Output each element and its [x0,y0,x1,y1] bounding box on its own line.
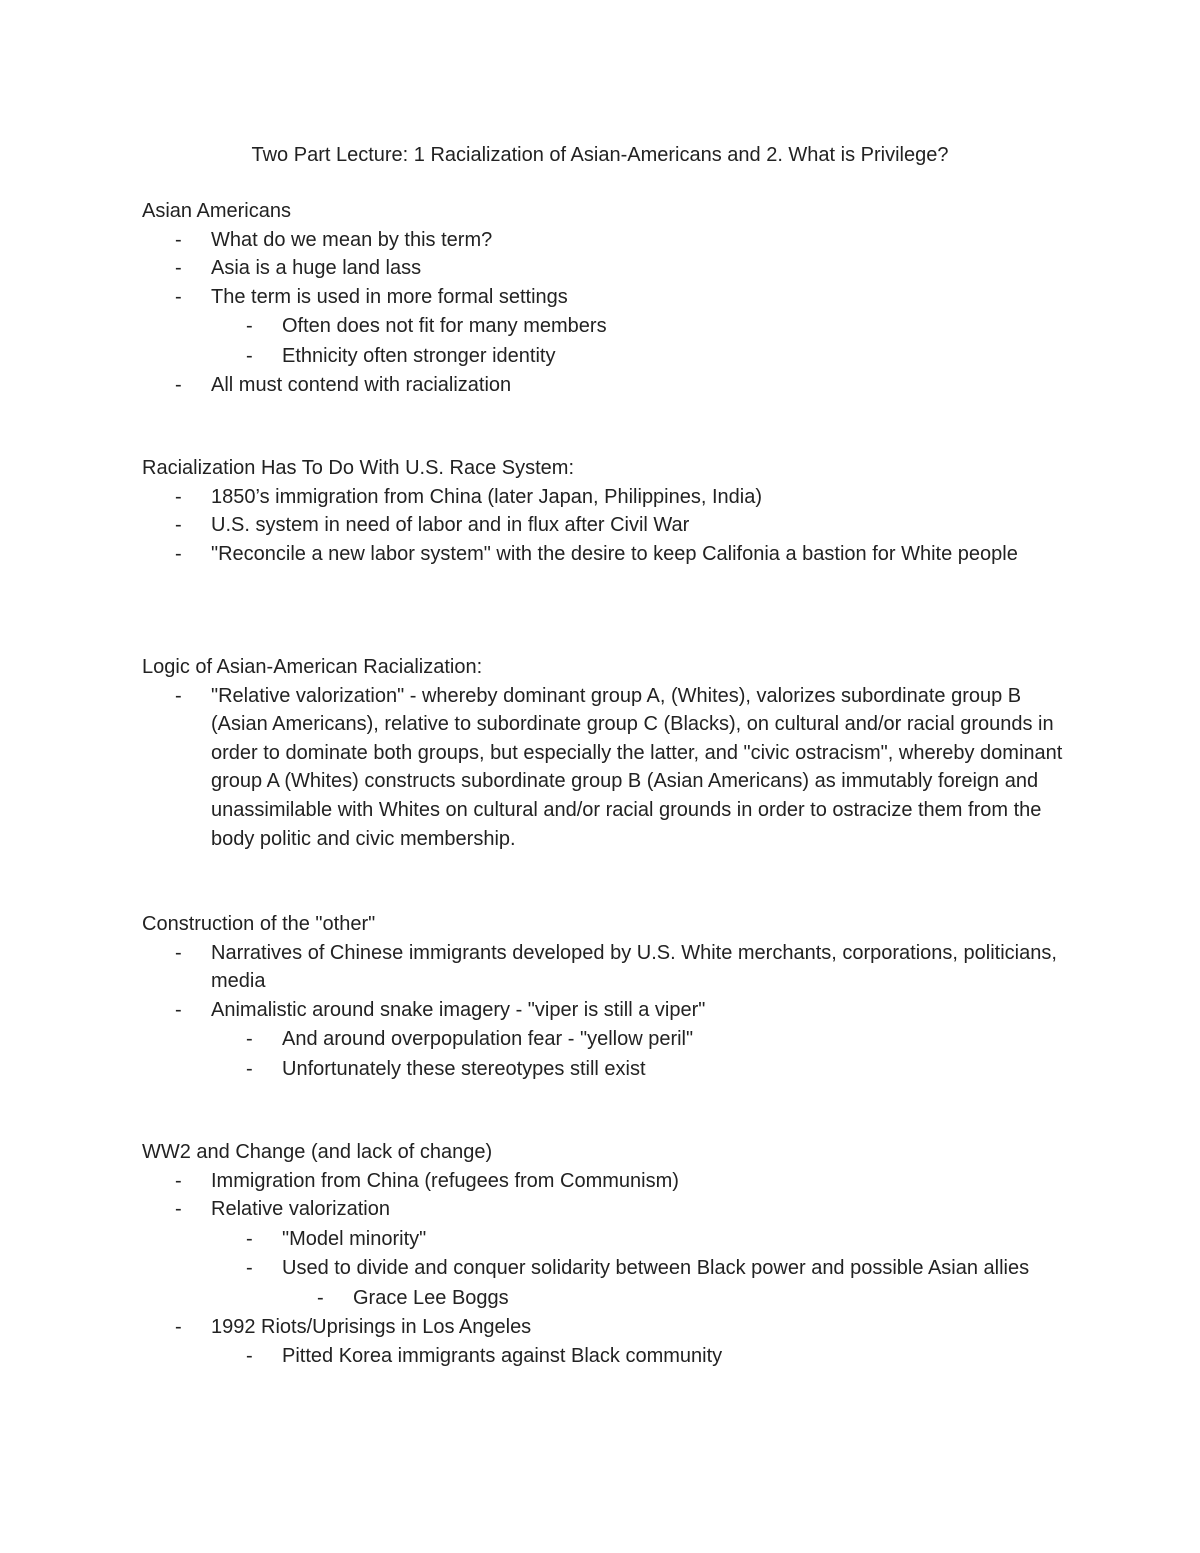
bullet-item [142,1225,1072,1254]
dash-bullet-icon: - [175,514,182,537]
bullet-text: Narratives of Chinese immigrants developed by U.S. White merchants, corporations, politicians, media [211,941,1057,993]
dash-bullet-icon: - [175,228,182,251]
dash-bullet-icon: - [175,684,182,707]
dash-bullet-icon: - [175,485,182,508]
bullet-item [142,1313,1072,1342]
dash-bullet-icon: - [175,542,182,565]
bullet-item [142,682,1072,854]
section-heading: Racialization Has To Do With U.S. Race System: [142,457,575,479]
bullet-item [142,1025,1072,1054]
dash-bullet-icon: - [246,1345,253,1368]
bullet-text: Animalistic around snake imagery - "viper is still a viper" [211,998,706,1021]
page-title: Two Part Lecture: 1 Racialization of Asian-Americans and 2. What is Privilege? [251,144,949,166]
bullet-item [142,1167,1072,1196]
bullet-list [142,682,1072,854]
dash-bullet-icon: - [246,1257,253,1280]
bullet-text: All must contend with racialization [211,373,512,396]
dash-bullet-icon: - [175,1169,182,1192]
bullet-text: 1992 Riots/Uprisings in Los Angeles [211,1315,532,1338]
bullet-text: "Model minority" [282,1227,427,1250]
dash-bullet-icon: - [175,941,182,964]
section-heading: Construction of the "other" [142,913,376,935]
bullet-item [142,511,1072,540]
bullet-text: Grace Lee Boggs [353,1286,509,1309]
bullet-text: And around overpopulation fear - "yellow peril" [282,1028,694,1051]
bullet-item [142,283,1072,312]
bullet-item [142,996,1072,1025]
bullet-item [142,254,1072,283]
section-logic-of-racialization [142,653,1072,853]
dash-bullet-icon: - [317,1286,324,1309]
bullet-item [142,1195,1072,1224]
bullet-text: "Reconcile a new labor system" with the desire to keep Califonia a bastion for White people [211,542,1018,565]
section-construction-of-other [142,910,1072,1084]
dash-bullet-icon: - [246,1028,253,1051]
bullet-item [142,371,1072,400]
bullet-item [142,1254,1072,1283]
bullet-text: Often does not fit for many members [282,315,607,338]
bullet-text: The term is used in more formal settings [211,285,568,308]
bullet-item [142,1342,1072,1371]
bullet-item [142,540,1072,569]
bullet-item [142,1284,1072,1313]
section-heading: WW2 and Change (and lack of change) [142,1141,493,1163]
section-heading: Asian Americans [142,200,291,222]
dash-bullet-icon: - [246,344,253,367]
bullet-list [142,483,1072,569]
bullet-text: Ethnicity often stronger identity [282,344,556,367]
bullet-text: 1850’s immigration from China (later Japan, Philippines, India) [211,485,763,508]
bullet-item [142,1055,1072,1084]
dash-bullet-icon: - [246,1227,253,1250]
section-racialization-us-race-system [142,454,1072,568]
section-asian-americans [142,197,1072,399]
bullet-item [142,483,1072,512]
dash-bullet-icon: - [246,315,253,338]
dash-bullet-icon: - [175,373,182,396]
dash-bullet-icon: - [175,1315,182,1338]
section-ww2-and-change [142,1138,1072,1371]
bullet-item [142,939,1072,996]
dash-bullet-icon: - [175,257,182,280]
bullet-text: Used to divide and conquer solidarity between Black power and possible Asian allies [282,1257,1030,1280]
section-heading: Logic of Asian-American Racialization: [142,656,483,678]
dash-bullet-icon: - [246,1057,253,1080]
bullet-item [142,342,1072,371]
bullet-list [142,939,1072,1084]
bullet-text: Pitted Korea immigrants against Black community [282,1345,723,1368]
bullet-item [142,312,1072,341]
dash-bullet-icon: - [175,1198,182,1221]
bullet-text: Asia is a huge land lass [211,257,422,280]
bullet-list [142,1167,1072,1371]
bullet-text: Immigration from China (refugees from Communism) [211,1169,679,1192]
bullet-list [142,226,1072,400]
dash-bullet-icon: - [175,998,182,1021]
bullet-text: Unfortunately these stereotypes still exist [282,1057,646,1080]
bullet-item [142,226,1072,255]
bullet-text: "Relative valorization" - whereby dominant group A, (Whites), valorizes subordinate group B (Asian Americans), relative to subordinate group C (Blacks), on cultural and/or racial grounds in order to dominate both groups, but especially the latter, and "civic ostracism", whereby dominant group A (Whites) constructs subordinate group B (Asian Americans) as immutably foreign and unassimilable with Whites on cultural and/or racial grounds in order to ostracize them from the body politic and civic membership. [211,684,1063,850]
bullet-text: What do we mean by this term? [211,228,493,251]
dash-bullet-icon: - [175,285,182,308]
bullet-text: U.S. system in need of labor and in flux after Civil War [211,514,690,537]
bullet-text: Relative valorization [211,1198,390,1221]
